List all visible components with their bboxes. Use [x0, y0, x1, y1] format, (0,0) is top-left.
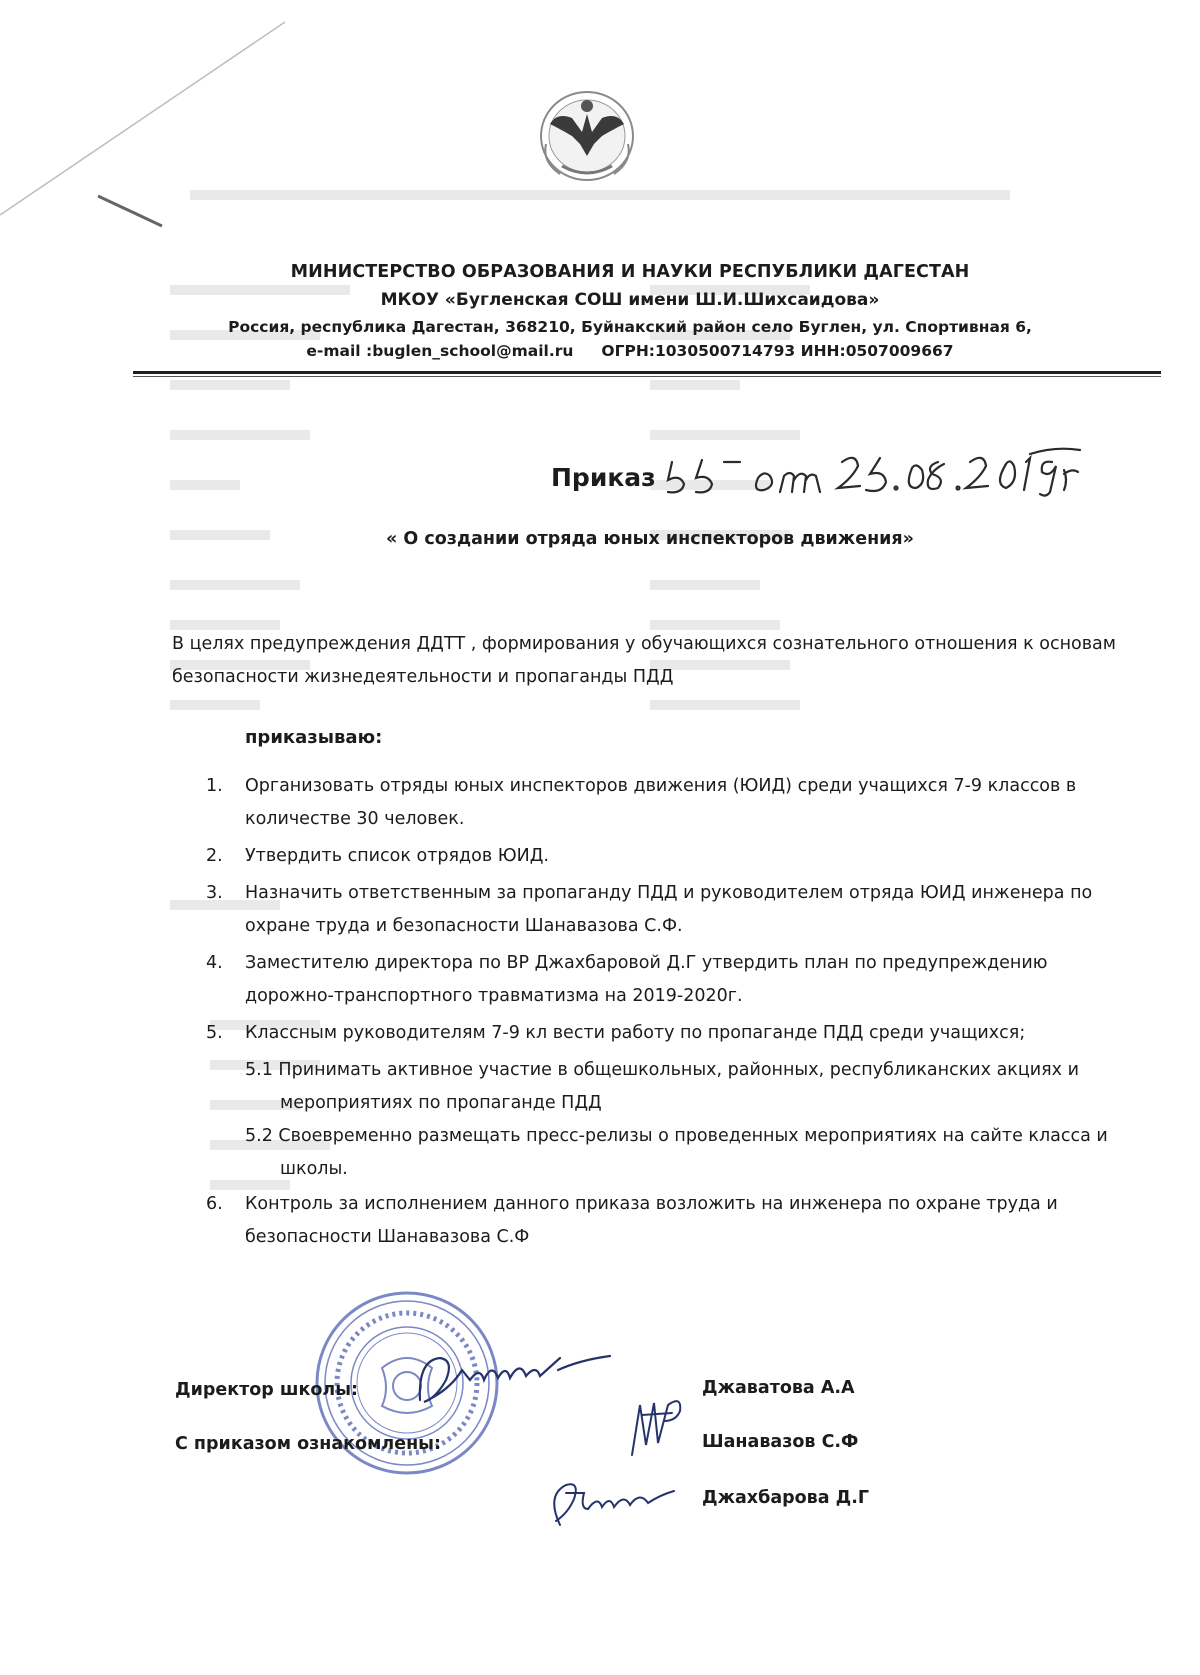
school-ids: ОГРН:1030500714793 ИНН:0507009667 [601, 342, 954, 360]
intro-paragraph: В целях предупреждения ДДТТ , формирования у обучающихся сознательного отношения к основам безопасности жизнедеятельности и пропаганды ПДД [172, 634, 1116, 687]
list-item: 1. Организовать отряды юных инспекторов движения (ЮИД) среди учащихся 7-9 классов в количестве 30 человек. [206, 776, 1077, 829]
sub-list-item: 5.1 Принимать активное участие в общешкольных, районных, республиканских акциях и мероприятиях по пропаганде ПДД [245, 1060, 1079, 1113]
list-item: 2. Утвердить список отрядов ЮИД. [206, 846, 549, 866]
sub-list-item: 5.2 Своевременно размещать пресс-релизы о проведенных мероприятиях на сайте класса и школы. [245, 1126, 1108, 1179]
dzhakhbarova-signature [540, 1465, 680, 1535]
director-signature [410, 1340, 620, 1420]
director-label: Директор школы: [175, 1380, 359, 1400]
header-divider-thin [133, 376, 1161, 377]
handwritten-order-number-date [660, 440, 1100, 500]
school-email: e-mail :buglen_school@mail.ru [306, 342, 574, 360]
order-subject: « О создании отряда юных инспекторов движения» [386, 529, 914, 549]
acquainted-label: С приказом ознакомлены: [175, 1434, 441, 1454]
ministry-title: МИНИСТЕРСТВО ОБРАЗОВАНИЯ И НАУКИ РЕСПУБЛИКИ ДАГЕСТАН [290, 262, 970, 282]
acquainted-name: Шанавазов С.Ф [702, 1432, 859, 1452]
list-item: 5. Классным руководителям 7-9 кл вести работу по пропаганде ПДД среди учащихся; [206, 1023, 1026, 1043]
shanavazov-signature [622, 1385, 692, 1475]
list-item: 6. Контроль за исполнением данного приказа возложить на инженера по охране труда и безопасности Шанавазова С.Ф [206, 1194, 1058, 1247]
list-item: 4. Заместителю директора по ВР Джахбаровой Д.Г утвердить план по предупреждению дорожно-транспортного травматизма на 2019-2020г. [206, 953, 1048, 1006]
list-item: 3. Назначить ответственным за пропаганду ПДД и руководителем отряда ЮИД инженера по охране труда и безопасности Шанавазова С.Ф. [206, 883, 1093, 936]
order-items-list [200, 770, 1130, 1258]
school-name: МКОУ «Бугленская СОШ имени Ш.И.Шихсаидова» [380, 290, 880, 310]
order-title: Приказ [551, 463, 656, 492]
acquainted-name: Джахбарова Д.Г [702, 1488, 870, 1508]
school-contacts [130, 342, 1130, 360]
school-address: Россия, республика Дагестан, 368210, Буйнакский район село Буглен, ул. Спортивная 6, [228, 318, 1032, 336]
director-name: Джаватова А.А [702, 1378, 855, 1398]
header-divider [133, 371, 1161, 374]
decree-word: приказываю: [245, 727, 383, 748]
dagestan-emblem-icon [532, 84, 642, 184]
